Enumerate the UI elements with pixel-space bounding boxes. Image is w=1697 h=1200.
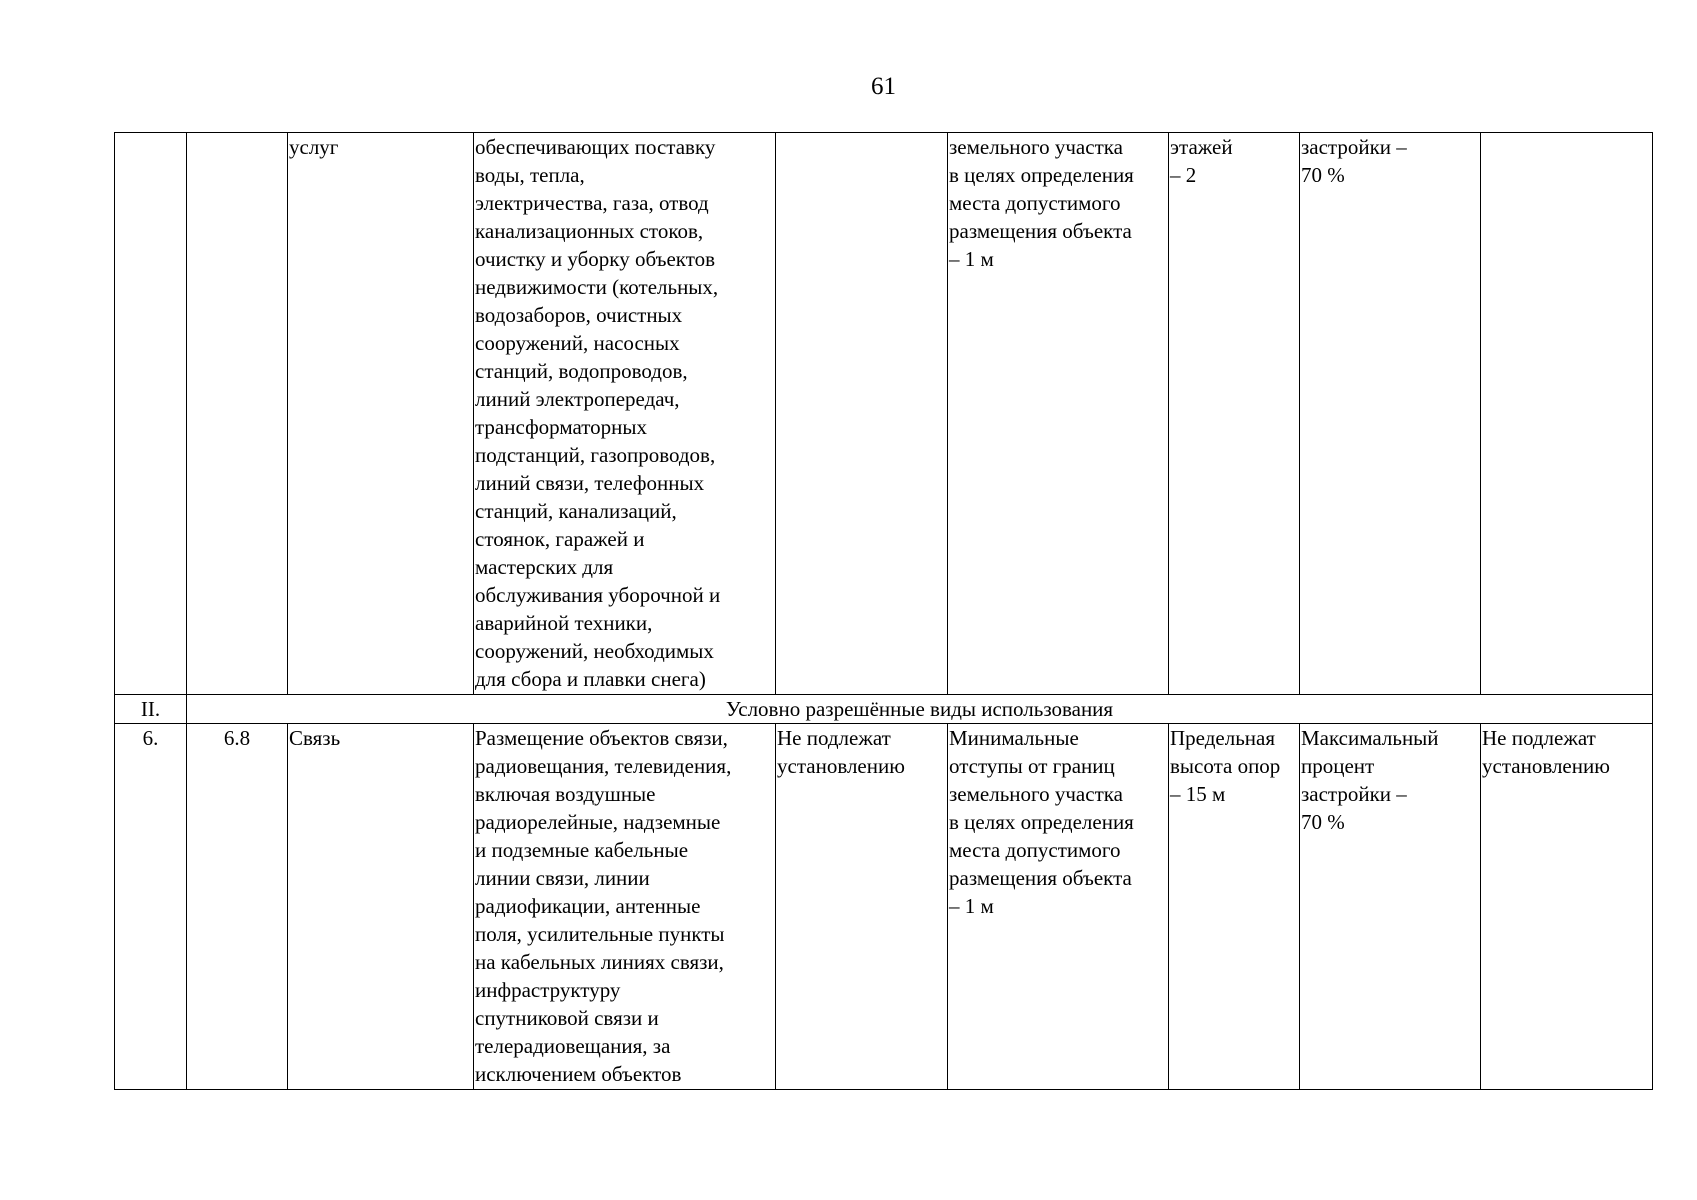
use-description-cell: Размещение объектов связи, радиовещания, телевидения, включая воздушные радиорелейные, надземные и подземные кабельные линии связи, линии радиофикации, антенные поля, усилительные пункты на кабельных линиях связи, инфраструктуру спутниковой связи и телерадиовещания, за исключением объектов: [474, 724, 776, 1090]
height-cell: этажей – 2: [1169, 133, 1300, 695]
table-row: [115, 133, 1653, 695]
use-name-cell: услуг: [288, 133, 474, 695]
other-params-cell: [1481, 133, 1653, 695]
use-description-cell: обеспечивающих поставку воды, тепла, электричества, газа, отвод канализационных стоков, очистку и уборку объектов недвижимости (котельных, водозаборов, очистных сооружений, насосных станций, водопроводов, линий электропередач, трансформаторных подстанций, газопроводов, линий связи, телефонных станций, канализаций, стоянок, гаражей и мастерских для обслуживания уборочной и аварийной техники, сооружений, необходимых для сбора и плавки снега): [474, 133, 776, 695]
other-params-cell: Не подлежат установлению: [1481, 724, 1653, 1090]
code-cell: 6.8: [187, 724, 288, 1090]
row-number-cell: [115, 133, 187, 695]
section-row: [115, 695, 1653, 724]
row-number-cell: 6.: [115, 724, 187, 1090]
use-name-cell: Связь: [288, 724, 474, 1090]
table-row: [115, 724, 1653, 1090]
code-cell: [187, 133, 288, 695]
setback-cell: Минимальные отступы от границ земельного участка в целях определения места допустимого размещения объекта – 1 м: [948, 724, 1169, 1090]
height-cell: Предельная высота опор – 15 м: [1169, 724, 1300, 1090]
plot-size-cell: [776, 133, 948, 695]
zoning-table: [114, 132, 1653, 1090]
coverage-cell: Максимальный процент застройки – 70 %: [1300, 724, 1481, 1090]
page-number: 61: [871, 73, 896, 100]
coverage-cell: застройки – 70 %: [1300, 133, 1481, 695]
section-title: Условно разрешённые виды использования: [187, 695, 1653, 724]
plot-size-cell: Не подлежат установлению: [776, 724, 948, 1090]
setback-cell: земельного участка в целях определения места допустимого размещения объекта – 1 м: [948, 133, 1169, 695]
section-number-cell: II.: [115, 695, 187, 724]
